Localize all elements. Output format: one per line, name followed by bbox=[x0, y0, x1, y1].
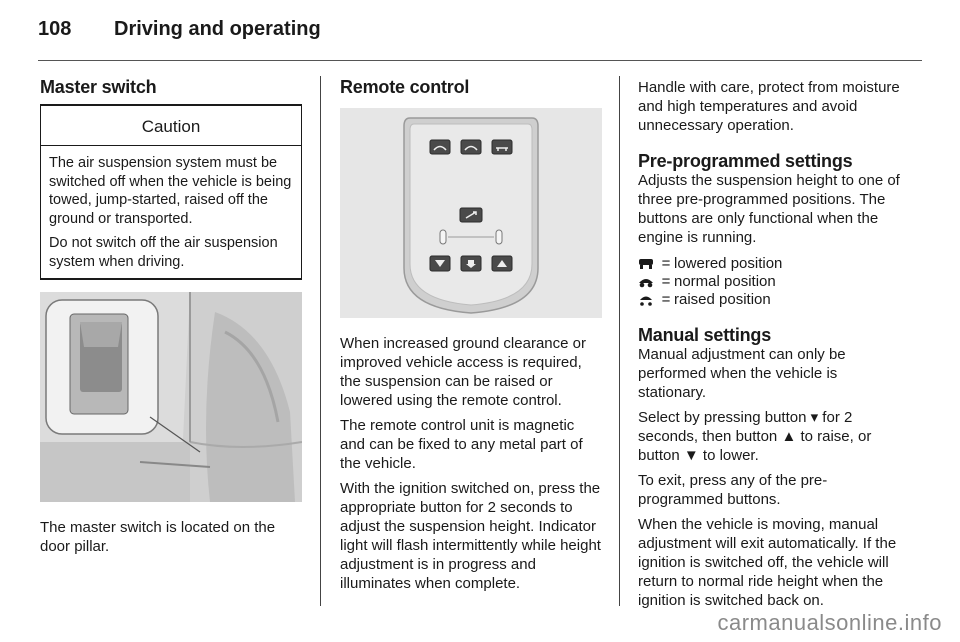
lowered-position-icon bbox=[638, 258, 658, 270]
column-divider-1 bbox=[320, 76, 321, 606]
page-header bbox=[38, 18, 321, 41]
legend-row-raised bbox=[638, 291, 903, 309]
legend-equals: = bbox=[661, 273, 671, 290]
caution-title: Caution bbox=[41, 106, 301, 146]
caution-text-2: Do not switch off the air suspension system when driving. bbox=[49, 235, 278, 270]
master-switch-image bbox=[40, 292, 302, 502]
manual-para-3: To exit, press any of the pre-programmed buttons. bbox=[638, 472, 828, 508]
manual-para-2: Select by pressing button ▾ for 2 seconds, then button ▲ to raise, or button ▼ to lower. bbox=[638, 409, 872, 464]
legend-equals: = bbox=[661, 255, 671, 272]
manual-adjust-icon: ▾ bbox=[810, 409, 819, 426]
legend-equals: = bbox=[661, 291, 671, 308]
normal-position-icon bbox=[638, 276, 658, 288]
section-heading-master-switch: Master switch bbox=[40, 77, 157, 97]
remote-control-image bbox=[340, 108, 602, 318]
master-switch-location-text: The master switch is located on the door pillar. bbox=[40, 519, 276, 555]
preprogrammed-text: Adjusts the suspension height to one of three pre-programmed positions. The buttons are only functional when the engine is running. bbox=[638, 172, 900, 246]
remote-control-para-3: With the ignition switched on, press the appropriate button for 2 seconds to adjust the suspension height. Indicator light will flash intermittently while height adjustment is in progress and illuminates when complete. bbox=[340, 480, 601, 592]
column-settings bbox=[638, 78, 903, 610]
remote-control-para-1: When increased ground clearance or improved vehicle access is required, the suspension can be raised or lowered using the remote control. bbox=[340, 335, 586, 409]
remote-control-para-2: The remote control unit is magnetic and can be fixed to any metal part of the vehicle. bbox=[340, 417, 583, 472]
column-master-switch bbox=[40, 76, 302, 556]
page-number: 108 bbox=[38, 18, 72, 40]
section-heading-remote-control: Remote control bbox=[340, 77, 470, 97]
watermark: carmanualsonline.info bbox=[717, 610, 942, 635]
legend-row-lowered bbox=[638, 255, 903, 273]
raised-position-icon bbox=[638, 294, 658, 306]
section-heading-preprogrammed: Pre-programmed settings bbox=[638, 151, 853, 171]
manual-para-1: Manual adjustment can only be performed when the vehicle is stationary. bbox=[638, 346, 846, 401]
caution-box bbox=[40, 104, 302, 280]
legend-row-normal bbox=[638, 273, 903, 291]
page-title: Driving and operating bbox=[114, 18, 321, 40]
caution-text-1: The air suspension system must be switched off when the vehicle is being towed, jump-started, raised off the ground or transported. bbox=[49, 155, 292, 227]
raise-arrow-icon: ▲ bbox=[781, 428, 797, 445]
position-legend bbox=[638, 255, 903, 309]
lower-arrow-icon: ▼ bbox=[683, 447, 699, 464]
legend-label-lowered: lowered position bbox=[674, 255, 783, 272]
legend-label-normal: normal position bbox=[674, 273, 776, 290]
manual-para-4: When the vehicle is moving, manual adjustment will exit automatically. If the ignition is switched off, the vehicle will return to normal ride height when the ignition is switched back on. bbox=[638, 516, 897, 609]
column-divider-2 bbox=[619, 76, 620, 606]
legend-label-raised: raised position bbox=[674, 291, 771, 308]
column-remote-control bbox=[340, 76, 602, 593]
handling-text: Handle with care, protect from moisture and high temperatures and avoid unnecessary operation. bbox=[638, 79, 900, 134]
header-divider bbox=[38, 60, 922, 61]
section-heading-manual: Manual settings bbox=[638, 325, 772, 345]
